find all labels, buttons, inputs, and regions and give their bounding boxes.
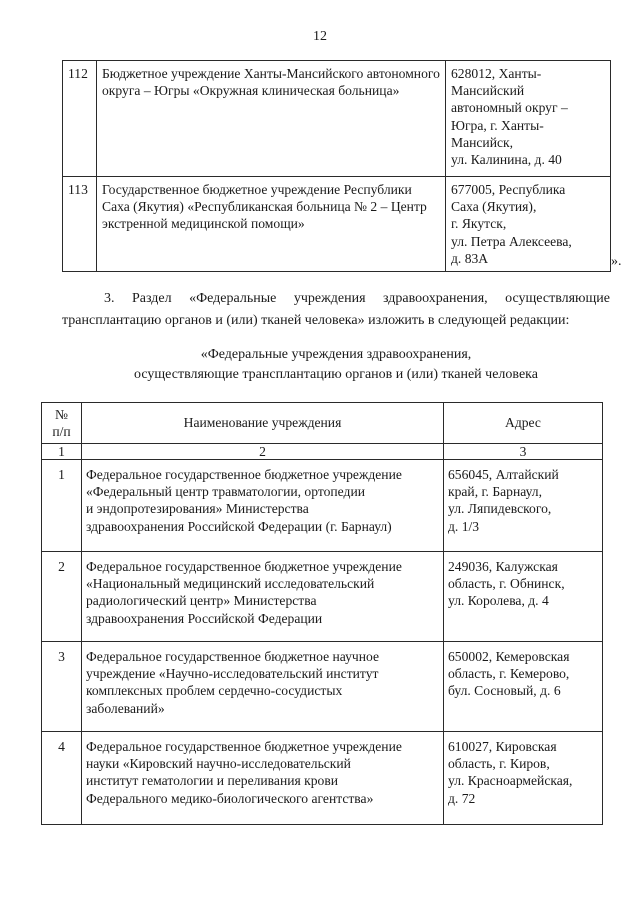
name-line: Федеральное государственное бюджетное учреждение	[86, 559, 402, 574]
name-line: здравоохранения Российской Федерации	[86, 610, 323, 626]
name-line: науки «Кировский научно-исследовательский	[86, 756, 351, 772]
institution-address	[444, 732, 603, 825]
address-line: д. 83А	[451, 250, 489, 266]
address-line: д. 72	[448, 790, 476, 806]
institution-address	[444, 552, 603, 642]
institution-address	[444, 460, 603, 552]
address-line: г. Якутск,	[451, 216, 507, 232]
institution-name: Государственное бюджетное учреждение Республики Саха (Якутия) «Республиканская больница № 2 – Центр экстренной медицинской помощи»	[97, 177, 446, 272]
address-line: д. 1/3	[448, 518, 480, 534]
address-line: автономный округ –	[451, 100, 568, 116]
institution-address	[444, 642, 603, 732]
name-line: комплексных проблем сердечно-сосудистых	[86, 683, 343, 699]
page-number: 12	[313, 29, 327, 44]
heading-line: осуществляющие трансплантацию органов и (или) тканей человека	[134, 367, 538, 382]
table-row	[42, 732, 603, 825]
name-line: «Национальный медицинский исследовательский	[86, 576, 375, 592]
header-num: № п/п	[42, 403, 82, 444]
address-line: ул. Королева, д. 4	[448, 593, 549, 609]
name-line: Федеральное государственное бюджетное научное	[86, 649, 380, 664]
address-line: Мансийский	[451, 83, 525, 99]
address-line: область, г. Киров,	[448, 756, 550, 772]
row-number: 2	[42, 552, 82, 642]
name-line: заболеваний»	[86, 700, 165, 716]
address-line: 656045, Алтайский	[448, 467, 559, 482]
address-line: 610027, Кировская	[448, 739, 557, 754]
address-line: 249036, Калужская	[448, 559, 558, 574]
name-line: Федерального медико-биологического агентства»	[86, 790, 374, 806]
name-line: и эндопротезирования» Министерства	[86, 501, 309, 517]
address-line: край, г. Барнаул,	[448, 484, 542, 500]
address-line: ул. Калинина, д. 40	[451, 152, 562, 168]
name-line: Федеральное государственное бюджетное учреждение	[86, 467, 402, 482]
table-row	[42, 642, 603, 732]
institutions-table	[41, 402, 603, 825]
address-line: область, г. Кемерово,	[448, 666, 570, 682]
address-line: 650002, Кемеровская	[448, 649, 570, 664]
name-line: здравоохранения Российской Федерации (г. Барнаул)	[86, 518, 392, 534]
closing-quote: ».	[611, 254, 622, 269]
row-number: 112	[63, 61, 97, 177]
institution-address	[446, 177, 611, 272]
column-number: 1	[42, 444, 82, 460]
row-number: 113	[63, 177, 97, 272]
address-line: бул. Сосновый, д. 6	[448, 683, 561, 699]
address-line: область, г. Обнинск,	[448, 576, 565, 592]
heading-line: «Федеральные учреждения здравоохранения,	[200, 347, 472, 362]
address-line: ул. Красноармейская,	[448, 773, 573, 789]
name-line: «Федеральный центр травматологии, ортопедии	[86, 484, 366, 500]
table-row	[63, 61, 611, 177]
column-numbers-row	[42, 444, 603, 460]
section-heading	[62, 345, 610, 385]
institution-name	[82, 552, 444, 642]
header-name: Наименование учреждения	[82, 403, 444, 444]
institution-address	[446, 61, 611, 177]
column-number: 2	[82, 444, 444, 460]
section-paragraph: 3. Раздел «Федеральные учреждения здравоохранения, осуществляющие трансплантацию органов и (или) тканей человека» изложить в следующей редакции:	[62, 291, 610, 328]
institution-name	[82, 642, 444, 732]
address-line: 677005, Республика	[451, 182, 566, 197]
name-line: Федеральное государственное бюджетное учреждение	[86, 739, 402, 754]
address-line: ул. Петра Алексеева,	[451, 233, 572, 249]
row-number: 4	[42, 732, 82, 825]
table-row	[63, 177, 611, 272]
top-table	[62, 60, 611, 272]
address-line: ул. Ляпидевского,	[448, 501, 552, 517]
institution-name: Бюджетное учреждение Ханты-Мансийского автономного округа – Югры «Окружная клиническая больница»	[97, 61, 446, 177]
name-line: институт гематологии и переливания крови	[86, 773, 339, 789]
table-row	[42, 460, 603, 552]
address-line: Саха (Якутия),	[451, 199, 537, 215]
address-line: 628012, Ханты-	[451, 66, 542, 81]
address-line: Мансийск,	[451, 134, 514, 150]
column-number: 3	[444, 444, 603, 460]
header-address: Адрес	[444, 403, 603, 444]
institution-name	[82, 460, 444, 552]
name-line: радиологический центр» Министерства	[86, 593, 317, 609]
row-number: 1	[42, 460, 82, 552]
institution-name	[82, 732, 444, 825]
address-line: Югра, г. Ханты-	[451, 117, 544, 133]
row-number: 3	[42, 642, 82, 732]
table-row	[42, 552, 603, 642]
table-header-row	[42, 403, 603, 444]
name-line: учреждение «Научно-исследовательский институт	[86, 666, 379, 682]
